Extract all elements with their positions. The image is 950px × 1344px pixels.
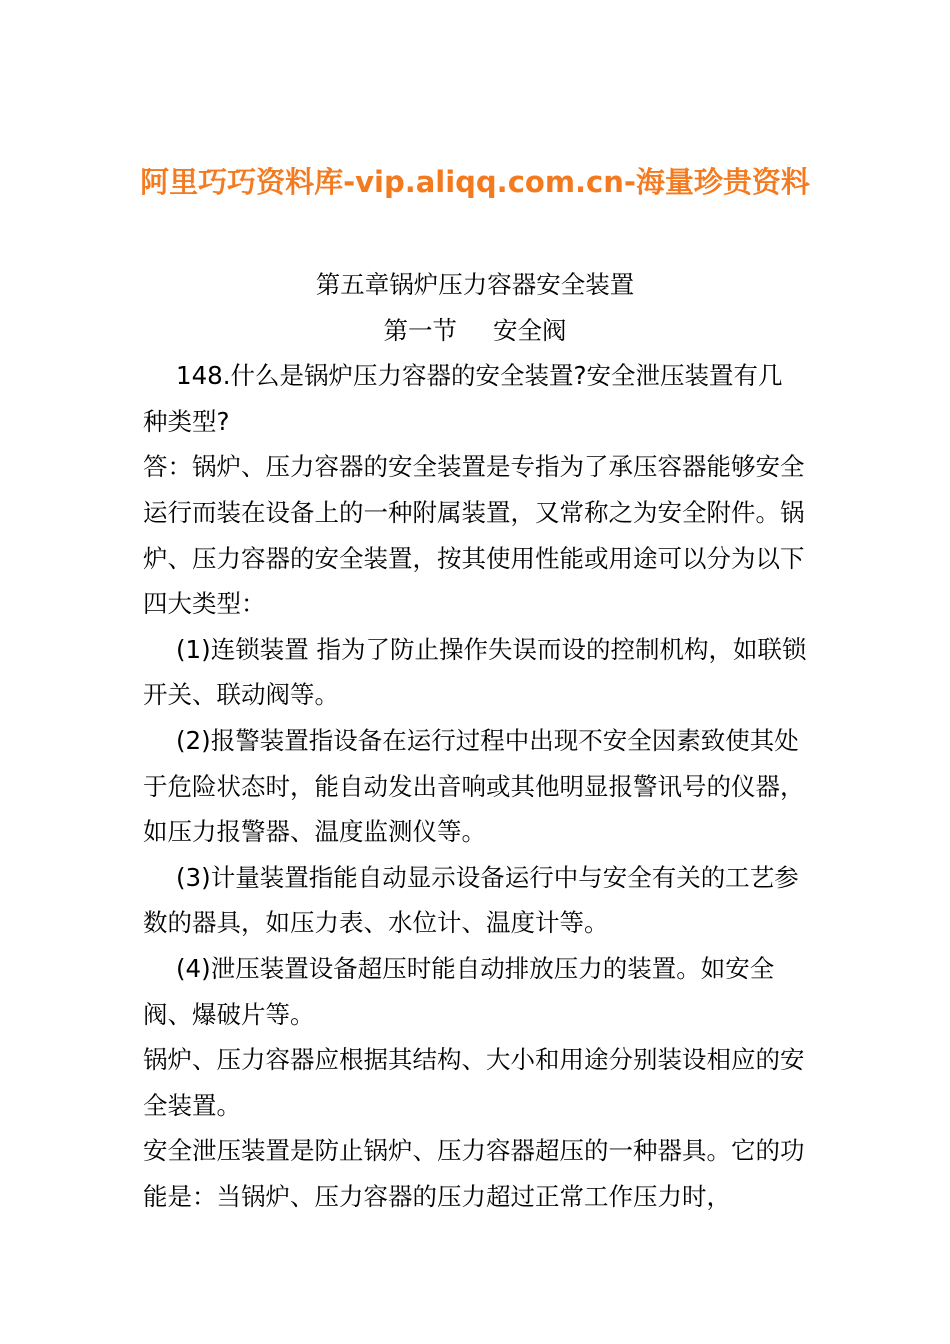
section-heading [143,308,807,354]
document-body [143,262,807,1219]
list-item-metering: (3)计量装置指能自动显示设备运行中与安全有关的工艺参数的器具，如压力表、水位计、温度计等。 [143,862,799,938]
list-item-pressure-relief: (4)泄压装置设备超压时能自动排放压力的装置。如安全阀、爆破片等。 [143,953,775,1029]
relief-paragraph: 安全泄压装置是防止锅炉、压力容器超压的一种器具。它的功能是：当锅炉、压力容器的压力超过正常工作压力时， [143,1136,805,1211]
requirement-paragraph: 锅炉、压力容器应根据其结构、大小和用途分别装设相应的安全装置。 [143,1045,805,1120]
answer-paragraph: 答：锅炉、压力容器的安全装置是专指为了承压容器能够安全运行而装在设备上的一种附属装置，又常称之为安全附件。锅炉、压力容器的安全装置，按其使用性能或用途可以分为以下四大类型： [143,452,805,619]
list-item-interlock: (1)连锁装置 指为了防止操作失误而设的控制机构，如联锁开关、联动阀等。 [143,634,807,710]
question-paragraph: 148.什么是锅炉压力容器的安全装置?安全泄压装置有几种类型? [143,361,783,436]
section-label: 第一节 [383,315,457,345]
list-item-alarm: (2)报警装置指设备在运行过程中出现不安全因素致使其处于危险状态时，能自动发出音响或其他明显报警讯号的仪器，如压力报警器、温度监测仪等。 [143,725,805,847]
section-title: 安全阀 [493,315,567,345]
watermark-banner: 阿里巧巧资料库-vip.aliqq.com.cn-海量珍贵资料 [140,165,810,199]
chapter-title: 第五章锅炉压力容器安全装置 [315,270,635,299]
